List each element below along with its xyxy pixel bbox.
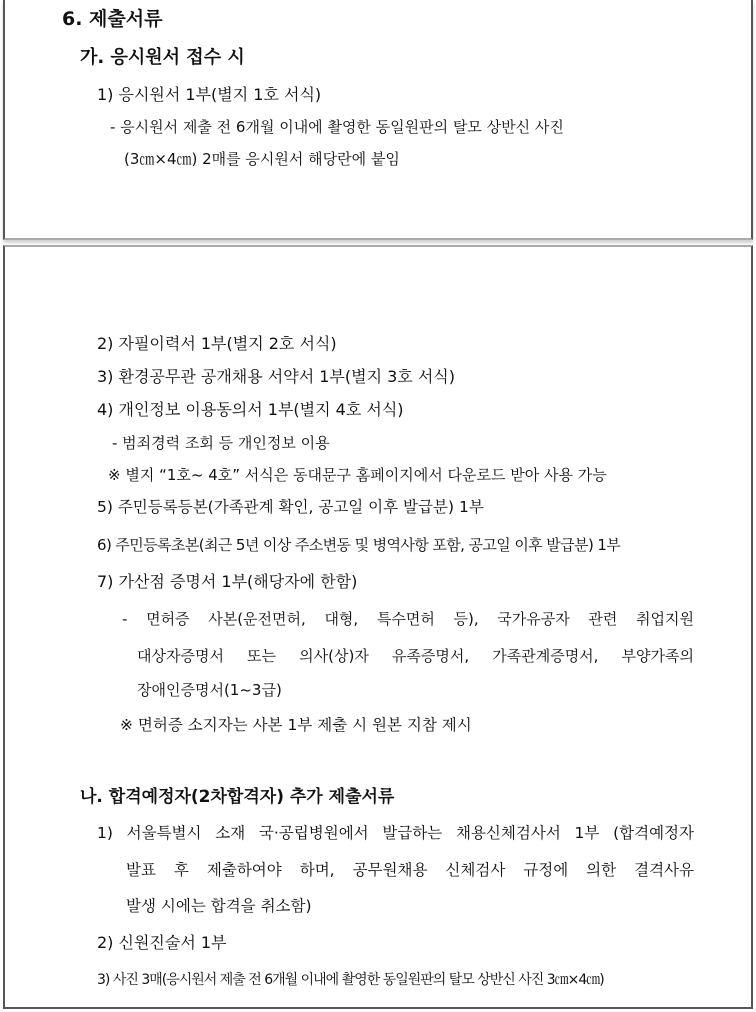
part-b-item-2: 2) 신원진술서 1부 [97,933,227,952]
part-a-item-6: 6) 주민등록초본(최근 5년 이상 주소변동 및 병역사항 포함, 공고일 이후 발급분) 1부 [97,536,621,554]
part-a-item-2: 2) 자필이력서 1부(별지 2호 서식) [97,334,337,353]
part-a-item-1: 1) 응시원서 1부(별지 1호 서식) [97,85,322,104]
part-a-item-1-sub-line-1: - 응시원서 제출 전 6개월 이내에 촬영한 동일원판의 탈모 상반신 사진 [110,118,564,136]
part-a-item-7-sub-line-1: - 면허증 사본(운전면허, 대형, 특수면허 등), 국가유공자 관련 취업지원 [122,610,694,628]
section-title: 6. 제출서류 [62,8,163,30]
part-b-heading: 나. 합격예정자(2차합격자) 추가 제출서류 [80,787,395,807]
part-b-item-1-line-2: 발표 후 제출하여야 하며, 공무원채용 신체검사 규정에 의한 결격사유 [126,861,694,879]
part-a-item-4-sub: - 범죄경력 조회 등 개인정보 이용 [112,434,330,452]
part-b-item-1-line-1: 1) 서울특별시 소재 국·공립병원에서 발급하는 채용신체검사서 1부 (합격예정자 [97,824,694,842]
part-a-item-7-sub-line-3: 장애인증명서(1~3급) [137,681,282,699]
part-a-item-5: 5) 주민등록등본(가족관계 확인, 공고일 이후 발급분) 1부 [97,498,484,516]
part-a-forms-note: ※ 별지 “1호~ 4호” 서식은 동대문구 홈페이지에서 다운로드 받아 사용 가능 [108,466,607,484]
part-b-item-3: 3) 사진 3매(응시원서 제출 전 6개월 이내에 촬영한 동일원판의 탈모 상반신 사진 3㎝×4㎝) [97,972,604,988]
part-b-item-1-line-3: 발생 시에는 합격을 취소함) [126,897,312,915]
part-a-heading: 가. 응시원서 접수 시 [80,47,245,68]
part-a-item-1-sub-line-2: (3㎝×4㎝) 2매를 응시원서 해당란에 붙임 [124,150,400,168]
part-a-item-7: 7) 가산점 증명서 1부(해당자에 한함) [97,572,358,591]
part-a-item-3: 3) 환경공무관 공개채용 서약서 1부(별지 3호 서식) [97,367,455,386]
part-a-item-7-sub-line-2: 대상자증명서 또는 의사(상)자 유족증명서, 가족관계증명서, 부양가족의 [137,647,694,665]
part-a-license-note: ※ 면허증 소지자는 사본 1부 제출 시 원본 지참 제시 [120,716,472,734]
part-a-item-4: 4) 개인정보 이용동의서 1부(별지 4호 서식) [97,400,404,419]
